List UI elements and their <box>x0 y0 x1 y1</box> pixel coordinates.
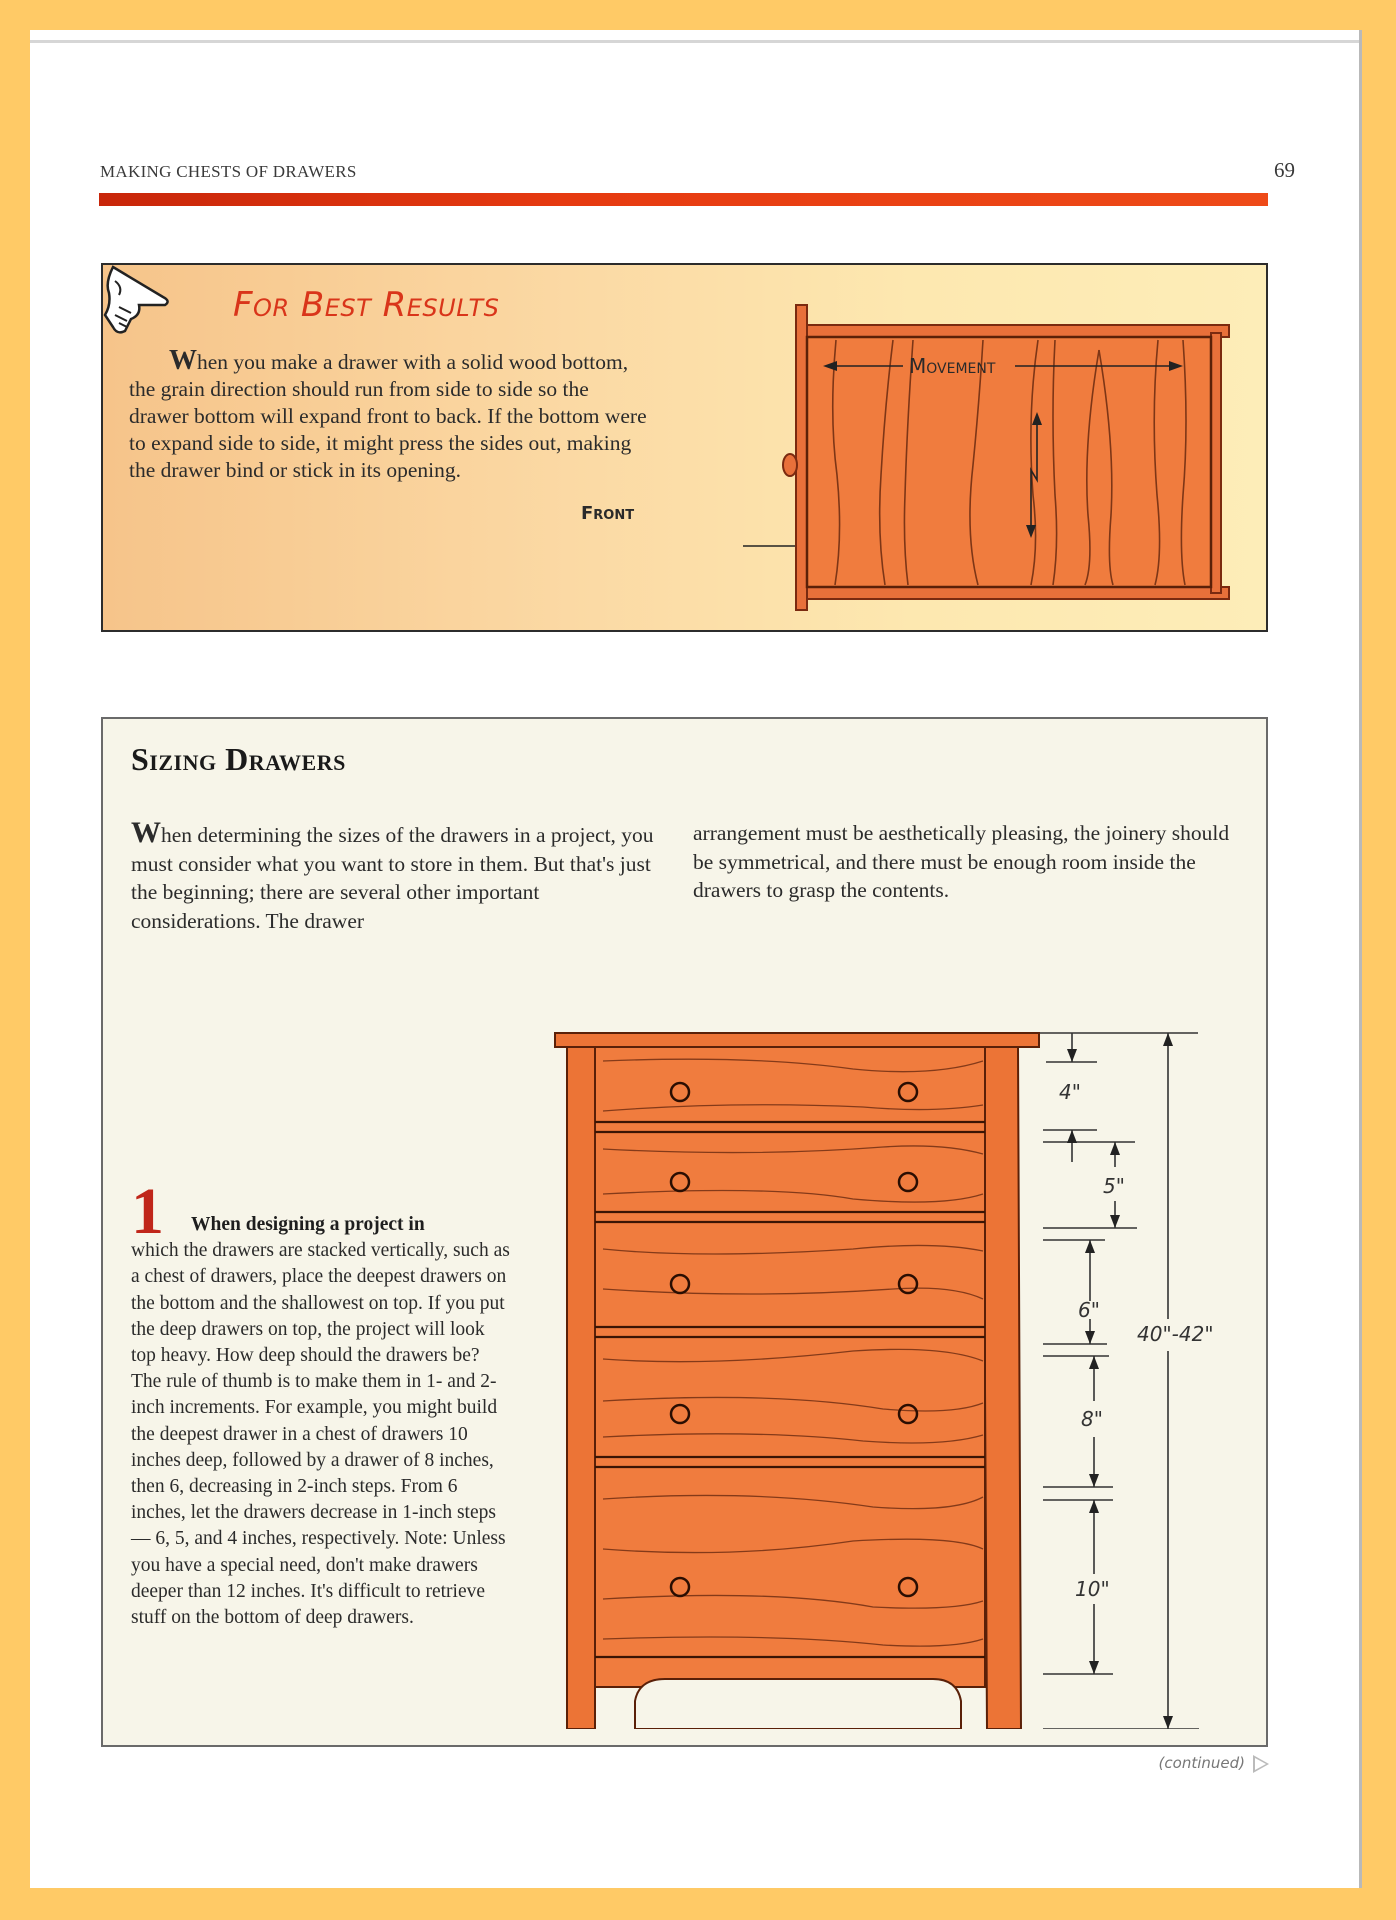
pointing-hand-icon <box>101 263 197 345</box>
intro-text-right: arrangement must be aesthetically pleasing, the joinery should be symmetrical, and there must be enough room inside the drawers to grasp the contents. <box>693 821 1230 902</box>
best-results-box <box>101 263 1268 632</box>
movement-label: Movement <box>909 354 996 378</box>
running-head: MAKING CHESTS OF DRAWERS <box>100 162 357 181</box>
step-number: 1 <box>131 1175 164 1248</box>
dim-label-10in: 10" <box>1075 1577 1110 1601</box>
dim-label-overall: 40"-42" <box>1137 1322 1214 1346</box>
step-1 <box>131 1175 511 1631</box>
continued-label: (continued) <box>1158 1754 1245 1772</box>
dim-label-6in: 6" <box>1078 1298 1100 1322</box>
step-lead: When designing a project in <box>191 1214 425 1235</box>
front-label: Front <box>581 503 635 524</box>
drawer-illustration <box>623 295 1243 625</box>
page-number: 69 <box>1274 158 1295 182</box>
page-top-divider <box>30 40 1359 43</box>
chest-of-drawers-diagram <box>553 989 1253 1729</box>
sizing-drawers-box <box>101 717 1268 1747</box>
tip-body: When you make a drawer with a solid wood bottom, the grain direction should run from side to side so the drawer bottom will expand front to back. If the bottom were to expand side to side, it might press the sides out, making the drawer bind or stick in its opening. <box>129 345 647 482</box>
tip-title: For Best Results <box>233 285 500 325</box>
dim-label-4in: 4" <box>1059 1080 1081 1104</box>
header-rule <box>99 193 1268 206</box>
continued-indicator[interactable] <box>1159 1754 1269 1773</box>
continued-arrow-icon <box>1253 1755 1269 1773</box>
intro-text-left: When determining the sizes of the drawers in a project, you must consider what you want to store in them. But that's just the beginning; there are several other important considerations. The drawer <box>131 816 654 933</box>
dim-label-8in: 8" <box>1081 1407 1103 1431</box>
book-page <box>30 30 1362 1888</box>
step-body: which the drawers are stacked vertically, such as a chest of drawers, place the deepest drawers on the bottom and the shallowest on top. If you put the deep drawers on top, the project will look top heavy. How deep should the drawers be? The rule of thumb is to make them in 1- and 2-inch increments. For example, you might build the deepest drawer in a chest of drawers 10 inches deep, followed by a drawer of 8 inches, then 6, decreasing in 2-inch steps. From 6 inches, let the drawers decrease in 1-inch steps — 6, 5, and 4 inches, respectively. Note: Unless you have a special need, don't make drawers deeper than 12 inches. It's difficult to retrieve stuff on the bottom of deep drawers. <box>131 1240 510 1629</box>
dim-label-5in: 5" <box>1103 1174 1125 1198</box>
section-title: Sizing Drawers <box>131 741 346 777</box>
